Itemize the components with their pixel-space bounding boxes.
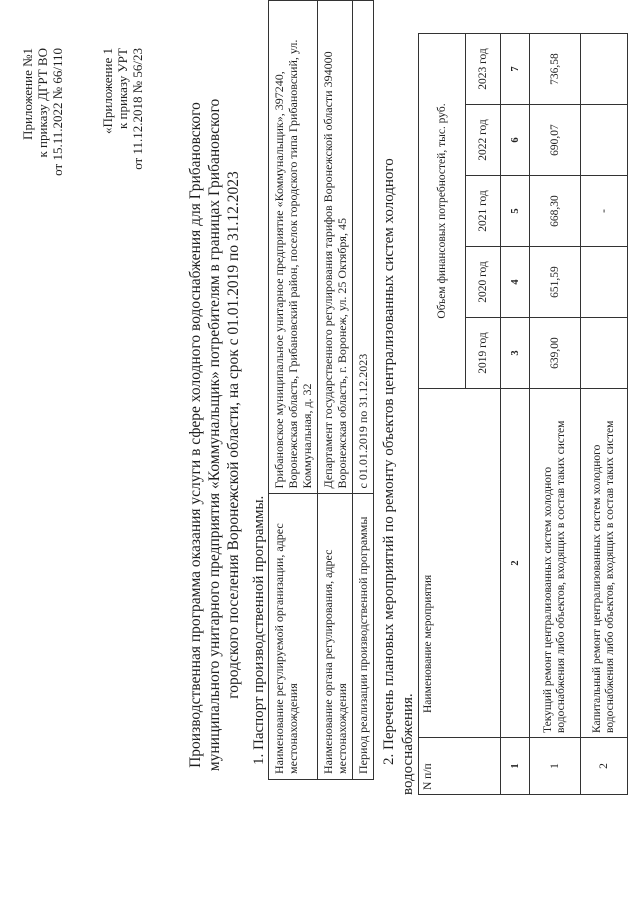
table-row — [353, 1, 374, 780]
row-name: Текущий ремонт централизованных систем холодного водоснабжения либо объектов, входящих в состав таких систем — [530, 389, 581, 738]
row-num: 2 — [581, 738, 628, 795]
row-value — [581, 34, 628, 105]
passport-label: Наименование регулируемой организации, адрес местонахождения — [269, 494, 318, 780]
index-cell: 7 — [501, 34, 530, 105]
year-header: 2023 год — [466, 34, 501, 105]
col-header-volume: Объем финансовых потребностей, тыс. руб. — [419, 34, 466, 389]
heading-line: водоснабжения. — [400, 693, 416, 795]
passport-value: Грибановское муниципальное унитарное предприятие «Коммунальщик», 397240, Воронежская область, Грибановский район, поселок городского типа Грибановский, ул. Коммунальная, д. 32 — [269, 1, 318, 495]
index-cell: 4 — [501, 247, 530, 318]
heading-line: 2. Перечень плановых мероприятий по ремонту объектов централизованных систем холодного — [381, 158, 397, 765]
index-cell: 1 — [501, 738, 530, 795]
row-value: 651,59 — [530, 247, 581, 318]
title-line: Производственная программа оказания услуги в сфере холодного водоснабжения для Грибановского — [187, 102, 204, 768]
appendix-line: от 11.12.2018 № 56/23 — [130, 48, 145, 170]
measures-table — [418, 33, 628, 795]
table-row — [530, 34, 581, 795]
table-header-row — [419, 34, 466, 795]
appendix-line: Приложение №1 — [20, 48, 35, 140]
passport-label: Период реализации производственной программы — [353, 494, 374, 780]
year-header: 2022 год — [466, 105, 501, 176]
passport-value: с 01.01.2019 по 31.12.2023 — [353, 1, 374, 495]
index-cell: 5 — [501, 176, 530, 247]
passport-label: Наименование органа регулирования, адрес местонахождения — [318, 494, 353, 780]
index-cell: 6 — [501, 105, 530, 176]
index-cell: 3 — [501, 318, 530, 389]
index-cell: 2 — [501, 389, 530, 738]
year-header: 2021 год — [466, 176, 501, 247]
passport-table — [268, 0, 374, 780]
table-row — [269, 1, 318, 780]
passport-value: Департамент государственного регулирования тарифов Воронежской области 394000 Воронежская область, г. Воронеж, ул. 25 Октября, 45 — [318, 1, 353, 495]
row-value: 639,00 — [530, 318, 581, 389]
appendix-line: «Приложение 1 — [100, 48, 115, 135]
row-num: 1 — [530, 738, 581, 795]
year-header: 2019 год — [466, 318, 501, 389]
appendix-note-current — [20, 48, 65, 176]
row-value — [581, 318, 628, 389]
table-row — [581, 34, 628, 795]
section-2-heading — [380, 85, 418, 795]
row-name: Капитальный ремонт централизованных систем холодного водоснабжения либо объектов, входящих в состав таких систем — [581, 389, 628, 738]
row-value: 668,30 — [530, 176, 581, 247]
row-value: 736,58 — [530, 34, 581, 105]
row-value: - — [581, 176, 628, 247]
appendix-line: к приказу УРТ — [115, 48, 130, 130]
title-line: городского поселения Воронежской области, на срок с 01.01.2019 по 31.12.2023 — [225, 171, 242, 699]
col-header-name: Наименование мероприятия — [419, 389, 501, 738]
table-row — [318, 1, 353, 780]
row-value — [581, 105, 628, 176]
program-title — [186, 75, 243, 795]
appendix-note-previous — [100, 48, 145, 170]
col-header-num: N п/п — [419, 738, 501, 795]
title-line: муниципального унитарного предприятия «Коммунальщик» потребителям в границах Грибановского — [206, 98, 223, 772]
section-1-heading: 1. Паспорт производственной программы. — [251, 495, 267, 765]
appendix-line: от 15.11.2022 № 66/110 — [50, 48, 65, 176]
year-header: 2020 год — [466, 247, 501, 318]
row-value: 690,07 — [530, 105, 581, 176]
table-index-row — [501, 34, 530, 795]
row-value — [581, 247, 628, 318]
appendix-line: к приказу ДГРТ ВО — [35, 48, 50, 158]
